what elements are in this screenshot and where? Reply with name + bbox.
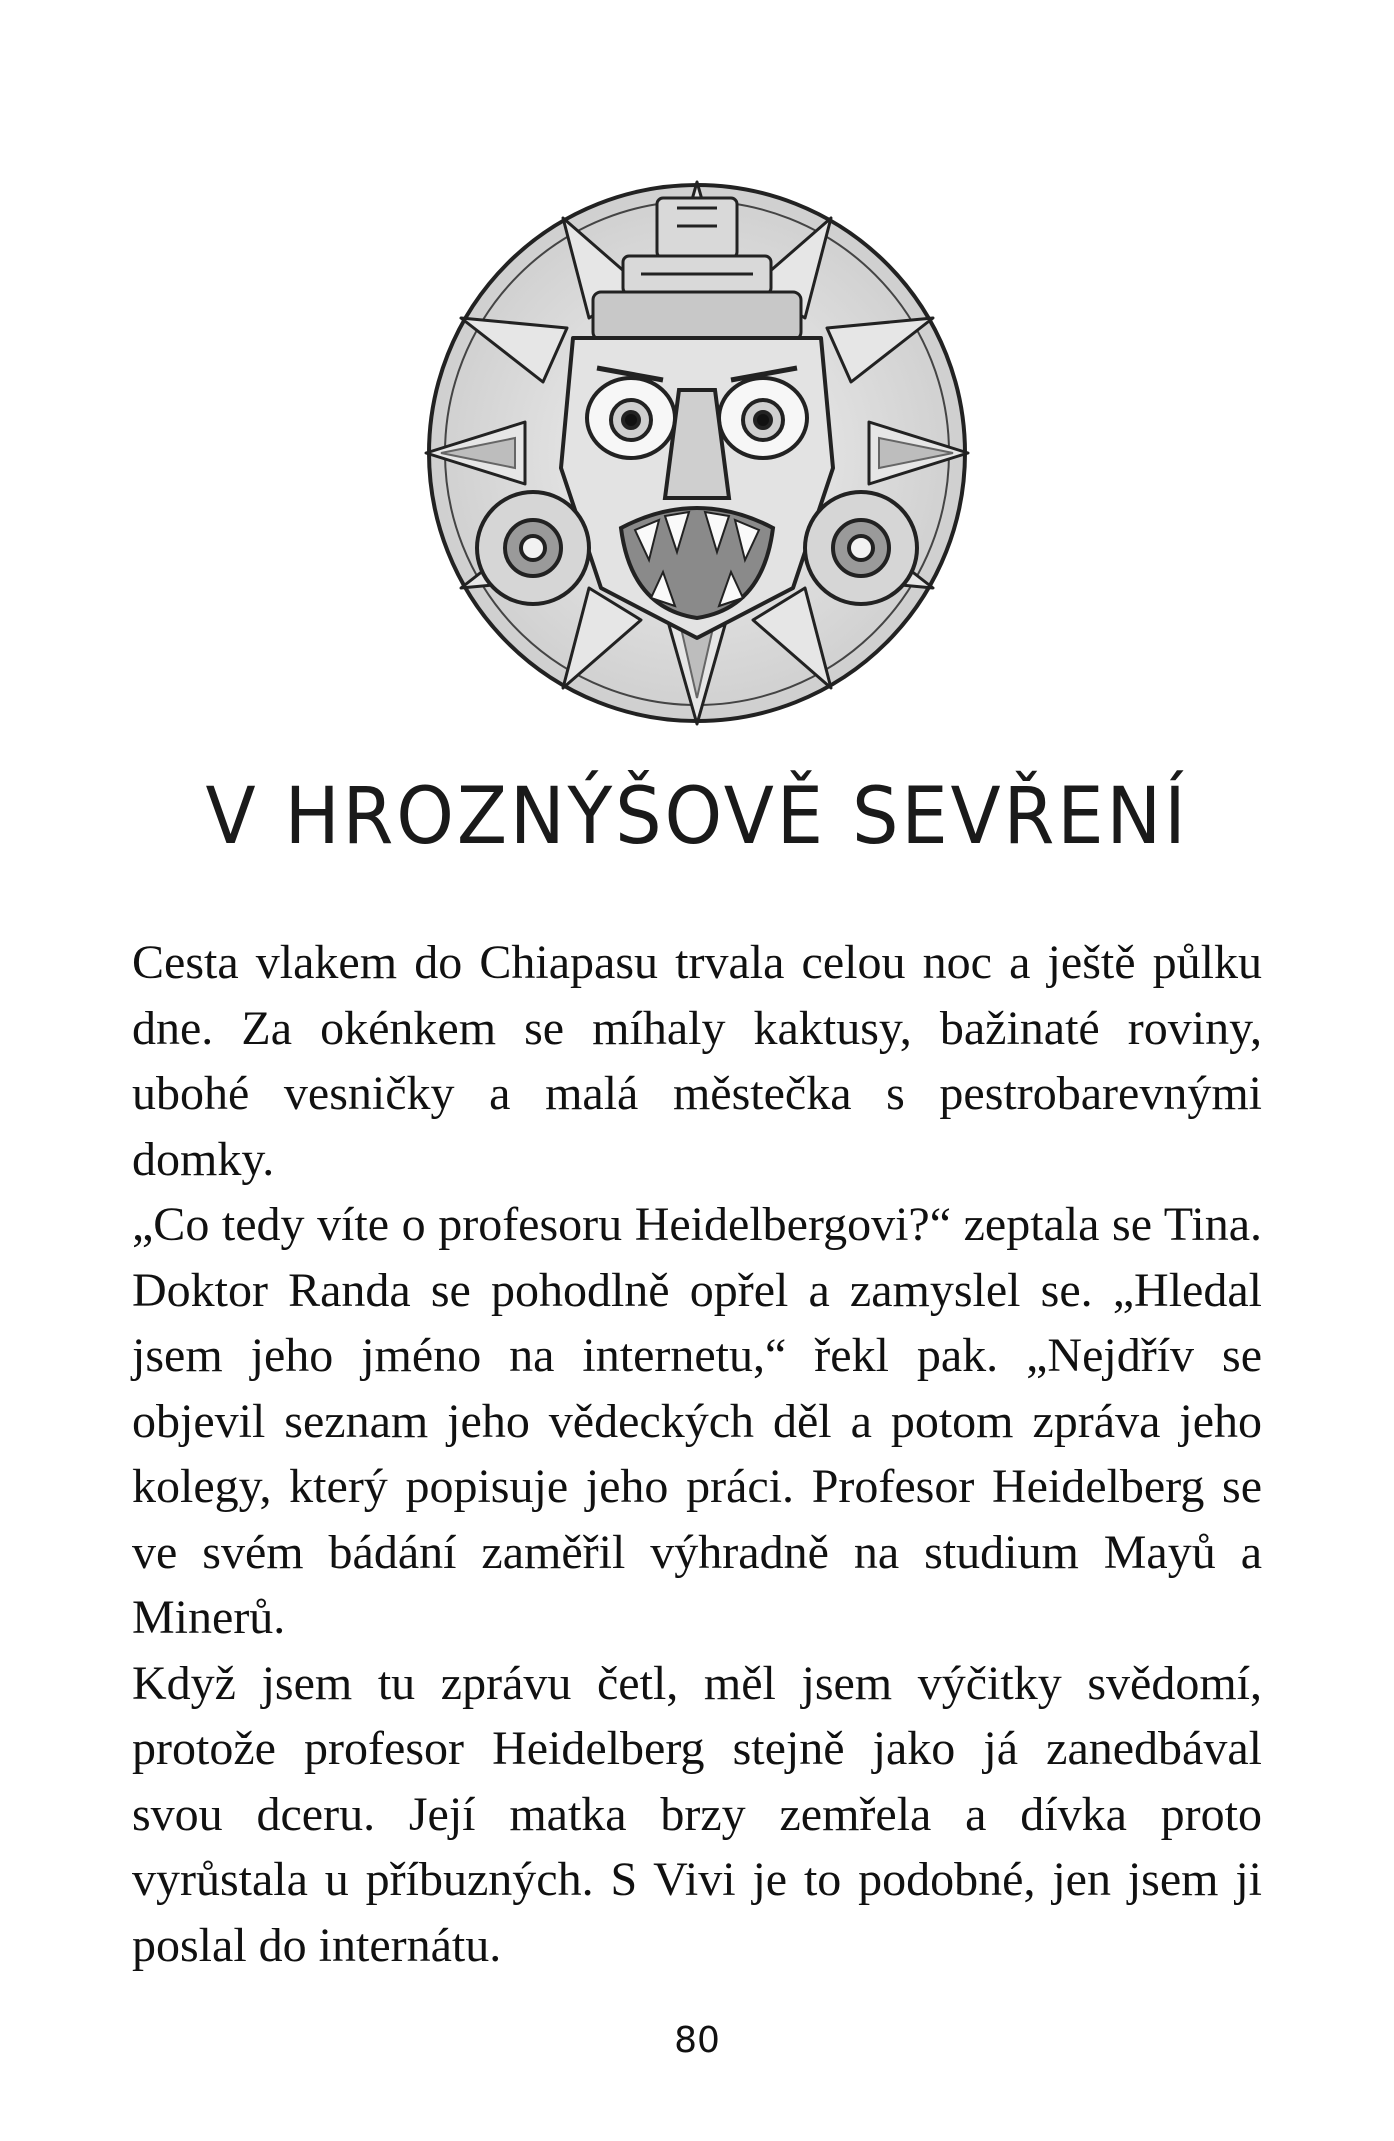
paragraph: Cesta vlakem do Chiapasu trvala celou noc a ještě půlku dne. Za okénkem se míhaly kaktusy, bažinaté roviny, ubohé vesničky a malá městečka s pestrobarevnými domky.: [132, 936, 1262, 1186]
aztec-sun-mask-icon: [413, 168, 981, 738]
paragraph: Doktor Randa se pohodlně opřel a zamyslel se. „Hledal jsem jeho jméno na internetu,“ řekl pak. „Nejdřív se objevil seznam jeho vědeckých děl a potom zpráva jeho kolegy, který popisuje jeho práci. Profesor Heidelberg se ve svém bádání zaměřil výhradně na studium Mayů a Minerů.: [132, 1263, 1262, 1644]
page-number: 80: [674, 2020, 720, 2061]
chapter-body: [132, 930, 1262, 1978]
paragraph: „Co tedy víte o profesoru Heidelbergovi?“ zeptala se Tina.: [132, 1198, 1262, 1251]
paragraph: Když jsem tu zprávu četl, měl jsem výčitky svědomí, protože profesor Heidelberg stejně jako já zanedbával svou dceru. Její matka brzy zemřela a dívka proto vyrůstala u příbuzných. S Vivi je to podobné, jen jsem ji poslal do internátu.: [132, 1656, 1262, 1972]
chapter-title: V HROZNÝŠOVĚ SEVŘENÍ: [205, 772, 1189, 862]
